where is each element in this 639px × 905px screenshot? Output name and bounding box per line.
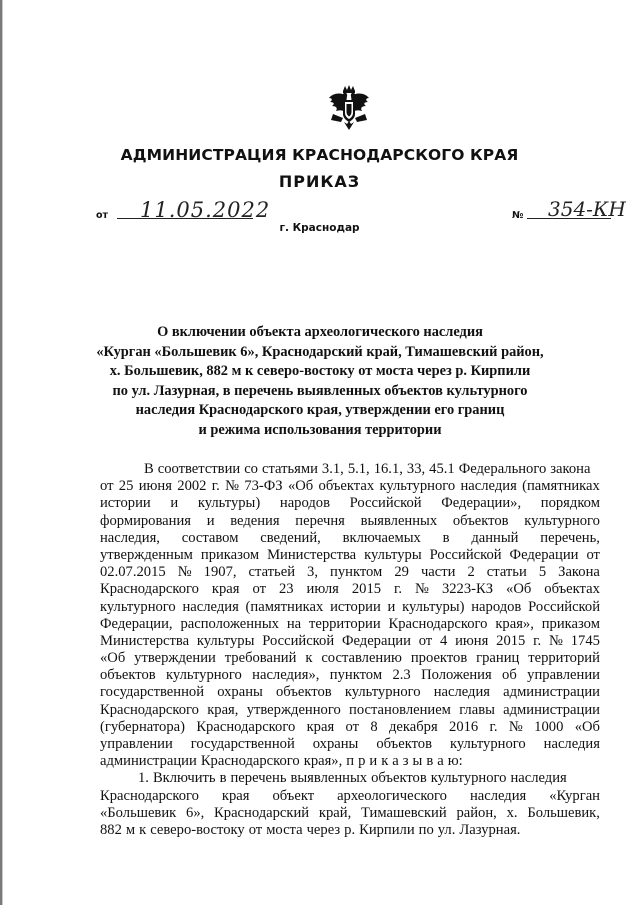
body-word: культурного: [430, 770, 507, 787]
body-word: и: [206, 512, 215, 529]
body-word: район,: [456, 804, 497, 821]
body-word: Краснодарского: [100, 581, 199, 598]
body-word: через: [306, 821, 341, 838]
body-word: государственной: [100, 684, 205, 701]
body-word: 1907,: [203, 564, 237, 581]
body-word: края»,: [495, 615, 534, 632]
body-word: в: [219, 770, 227, 787]
body-line: [100, 822, 600, 839]
body-word: культурного: [344, 684, 421, 701]
body-line: [100, 667, 600, 684]
body-word: народов: [279, 495, 330, 512]
body-word: Федерации: [509, 546, 579, 563]
body-word: культурного: [524, 512, 600, 529]
body-line: [100, 564, 600, 581]
body-word: порядком: [540, 495, 600, 512]
body-word: приказом: [541, 615, 600, 632]
body-word: главы: [459, 701, 495, 718]
body-word: Лазурная.: [459, 821, 521, 838]
body-word: утвержденного: [246, 701, 341, 718]
body-word: «Об: [100, 650, 126, 667]
body-line: [100, 530, 600, 547]
body-word: Кирпили: [359, 821, 415, 838]
body-word: администрации: [100, 753, 197, 770]
body-word: наследия: [433, 684, 490, 701]
body-word: 2002: [177, 478, 207, 495]
body-word: утверждении: [134, 650, 216, 667]
body-word: №: [508, 718, 523, 735]
body-word: наследия: [460, 478, 517, 495]
body-word: управлении: [527, 667, 600, 684]
body-word: Российской: [429, 546, 502, 563]
body-word: 5: [538, 564, 547, 581]
body-word: 4: [439, 632, 448, 649]
body-word: пунктом: [329, 667, 383, 684]
title-line: по ул. Лазурная, в перечень выявленных объектов культурного: [112, 382, 528, 399]
body-word: (памятниках: [522, 478, 600, 495]
body-word: наследия: [510, 770, 567, 787]
body-word: и: [170, 495, 179, 512]
body-word: Российской: [262, 632, 335, 649]
body-line: [100, 581, 600, 598]
body-word: 2015: [351, 581, 382, 598]
body-word: объектах: [544, 581, 600, 598]
body-word: 6»,: [186, 804, 205, 821]
body-word: перечень: [230, 770, 287, 787]
body-word: ы: [412, 753, 423, 770]
body-word: Включить: [152, 770, 216, 787]
body-line: [100, 616, 600, 633]
body-word: сведений,: [260, 529, 321, 546]
body-line: [100, 547, 600, 564]
body-word: 73-ФЗ: [244, 478, 283, 495]
body-word: Краснодарского: [196, 718, 296, 735]
body-word: 2.3: [392, 667, 411, 684]
number-prefix: №: [512, 210, 524, 221]
body-word: 45.1: [429, 461, 455, 477]
body-word: археологического: [337, 787, 447, 804]
body-word: «Об: [506, 581, 532, 598]
body-word: «Об: [287, 478, 314, 495]
body-word: истории: [330, 598, 381, 615]
body-word: наследия: [543, 736, 600, 752]
body-word: 33,: [406, 461, 426, 477]
body-word: Краснодарского: [100, 701, 199, 718]
body-word: декабря: [388, 718, 438, 735]
body-word: 1745: [570, 632, 600, 649]
body-line: [100, 788, 600, 805]
body-word: к: [139, 821, 147, 838]
body-word: 25: [118, 478, 134, 495]
body-word: №: [225, 478, 240, 495]
document-title: [80, 323, 560, 441]
body-word: от: [418, 632, 433, 649]
body-word: формирования: [100, 512, 191, 529]
body-word: 882: [100, 821, 122, 838]
body-line: [100, 684, 600, 701]
organization-name: АДМИНИСТРАЦИЯ КРАСНОДАРСКОГО КРАЯ: [120, 146, 519, 164]
body-word: «Курган: [549, 787, 600, 804]
body-line: [100, 461, 600, 478]
body-word: объектов: [371, 770, 427, 787]
body-word: ю:: [447, 753, 463, 770]
body-word: культуры: [364, 546, 422, 563]
body-word: культуры: [196, 632, 255, 649]
body-word: культурного: [379, 478, 456, 495]
body-word: 02.07.2015: [100, 564, 166, 581]
body-word: «Большевик: [100, 804, 177, 821]
body-word: 3.1,: [321, 461, 344, 477]
body-word: по: [418, 821, 434, 838]
body-word: составом: [181, 529, 239, 546]
body-word: объектов: [376, 736, 432, 752]
body-word: народов: [471, 598, 522, 615]
body-word: ул.: [437, 821, 456, 838]
body-word: объектов: [100, 667, 156, 684]
body-word: от: [252, 581, 266, 598]
body-word: наследия: [469, 787, 527, 804]
body-word: выявленных: [360, 512, 438, 529]
body-word: пунктом: [330, 564, 383, 581]
body-word: Федерации: [341, 632, 411, 649]
body-word: северо-востоку: [150, 821, 245, 838]
handwritten-date: 11.05.2022: [140, 198, 271, 222]
body-word: 8: [370, 718, 378, 735]
body-word: В: [144, 461, 154, 477]
body-word: июня: [455, 632, 489, 649]
body-word: Краснодарского: [200, 753, 300, 770]
body-word: части: [420, 564, 456, 581]
body-word: 5.1,: [347, 461, 370, 477]
body-word: соответствии: [157, 461, 241, 477]
body-word: расположенных: [180, 615, 279, 632]
body-line: [100, 805, 600, 822]
document-type: ПРИКАЗ: [278, 172, 361, 191]
body-word: 1000: [534, 718, 564, 735]
body-word: г.: [533, 632, 542, 649]
body-word: территорий: [528, 650, 600, 667]
body-word: составлению: [321, 650, 402, 667]
body-word: от: [345, 718, 359, 735]
body-word: ведения: [230, 512, 280, 529]
body-line: [100, 513, 600, 530]
body-word: и: [387, 598, 396, 615]
body-word: к: [305, 650, 313, 667]
body-line: [100, 770, 600, 787]
body-word: г.: [394, 581, 403, 598]
body-word: проектов: [410, 650, 468, 667]
body-word: Закона: [558, 564, 600, 581]
body-word: №: [177, 564, 192, 581]
body-word: выявленных: [290, 770, 368, 787]
body-line: [100, 478, 600, 495]
scan-edge-shadow: [2, 0, 3, 905]
body-word: Российской: [528, 598, 600, 615]
body-word: з: [402, 753, 409, 770]
body-word: от: [586, 546, 600, 563]
body-line: [100, 633, 600, 650]
body-word: от: [100, 478, 114, 495]
body-word: Положения: [421, 667, 492, 684]
body-word: в: [442, 529, 450, 546]
body-word: Министерства: [100, 632, 190, 649]
body-word: объект: [272, 787, 315, 804]
body-word: июня: [138, 478, 172, 495]
body-word: края: [306, 718, 335, 735]
body-word: Краснодарского: [100, 787, 199, 804]
title-line: и режима использования территории: [198, 421, 442, 438]
body-word: июля: [306, 581, 339, 598]
body-word: перечень,: [540, 529, 600, 546]
body-word: требований: [224, 650, 297, 667]
body-word: Российской: [349, 495, 422, 512]
body-word: наследия»,: [252, 667, 320, 684]
body-word: края: [211, 581, 240, 598]
body-word: 3223-КЗ: [441, 581, 494, 598]
body-word: приказом: [200, 546, 260, 563]
body-word: 2015: [496, 632, 526, 649]
body-word: управлении: [100, 736, 173, 752]
title-line: «Курган «Большевик 6», Краснодарский край, Тимашевский район,: [96, 343, 544, 360]
body-word: культурного: [449, 736, 526, 752]
title-line: х. Большевик, 882 м к северо-востоку от моста через р. Кирпили: [109, 363, 531, 380]
body-line: [100, 719, 600, 736]
body-word: г.: [489, 718, 498, 735]
body-word: закона: [550, 461, 591, 477]
body-word: а: [392, 753, 399, 770]
handwritten-number: 354-КН: [548, 197, 626, 221]
document-body: [100, 461, 600, 839]
body-word: культуры): [197, 495, 261, 512]
body-word: культурного: [100, 598, 176, 615]
body-word: границ: [476, 650, 520, 667]
body-word: (памятниках: [245, 598, 324, 615]
body-word: край,: [318, 804, 352, 821]
body-word: включаемых: [342, 529, 421, 546]
body-line: [100, 495, 600, 512]
body-word: государственной: [190, 736, 295, 752]
body-word: постановлением: [349, 701, 451, 718]
body-word: данный: [471, 529, 519, 546]
body-word: от: [248, 821, 263, 838]
body-word: 2: [467, 564, 475, 581]
body-word: к: [381, 753, 389, 770]
body-word: 16.1,: [373, 461, 403, 477]
body-word: 23: [278, 581, 294, 598]
body-word: г.: [211, 478, 220, 495]
body-word: администрации: [503, 701, 600, 718]
body-word: культуры): [402, 598, 465, 615]
body-word: Тимашевский: [361, 804, 447, 821]
coat-of-arms-emblem: [327, 84, 371, 132]
body-word: территории: [308, 615, 381, 632]
body-word: края: [221, 787, 250, 804]
body-word: утвержденным: [100, 546, 193, 563]
body-word: наследия,: [100, 529, 160, 546]
body-line: [100, 702, 600, 719]
body-word: администрации: [503, 684, 600, 701]
body-word: а: [437, 753, 444, 770]
body-word: Федерации»,: [441, 495, 522, 512]
date-prefix: от: [96, 210, 109, 221]
body-word: статьями: [261, 461, 318, 477]
body-word: об: [502, 667, 517, 684]
body-word: объектов: [275, 684, 332, 701]
body-word: статьи: [486, 564, 527, 581]
body-word: №: [415, 581, 429, 598]
body-word: охраны: [312, 736, 359, 752]
body-word: 2016: [449, 718, 479, 735]
body-word: р.: [344, 821, 356, 838]
body-word: 3,: [307, 564, 318, 581]
body-word: объектов: [452, 512, 509, 529]
title-line: О включении объекта археологического наследия: [157, 324, 483, 340]
body-line: [100, 753, 600, 770]
body-line: [100, 736, 600, 753]
body-word: объектах: [318, 478, 375, 495]
body-word: Федерации,: [100, 615, 173, 632]
body-line: [100, 650, 600, 667]
body-word: р: [358, 753, 366, 770]
body-word: №: [548, 632, 563, 649]
body-word: м: [125, 821, 136, 838]
body-word: и: [369, 753, 378, 770]
body-word: перечня: [295, 512, 345, 529]
body-word: культурного: [166, 667, 242, 684]
body-word: со: [244, 461, 258, 477]
body-word: статьей: [248, 564, 296, 581]
body-word: наследия: [182, 598, 239, 615]
body-word: Большевик,: [527, 804, 600, 821]
body-word: на: [286, 615, 302, 632]
body-word: истории: [100, 495, 151, 512]
body-word: Федерального: [458, 461, 547, 477]
body-word: края»,: [303, 753, 343, 770]
city: г. Краснодар: [279, 222, 360, 234]
body-word: «Об: [574, 718, 600, 735]
body-word: х.: [506, 804, 518, 821]
body-word: Краснодарский: [214, 804, 310, 821]
body-word: (губернатора): [100, 718, 185, 735]
body-word: охраны: [217, 684, 263, 701]
body-word: 1.: [138, 770, 149, 787]
body-word: 29: [394, 564, 409, 581]
body-word: Краснодарского: [388, 615, 488, 632]
title-line: наследия Краснодарского края, утверждении его границ: [135, 402, 505, 419]
body-word: края,: [207, 701, 239, 718]
body-word: п: [346, 753, 355, 770]
body-line: [100, 599, 600, 616]
body-word: в: [426, 753, 434, 770]
body-word: моста: [266, 821, 303, 838]
body-word: Министерства: [267, 546, 357, 563]
